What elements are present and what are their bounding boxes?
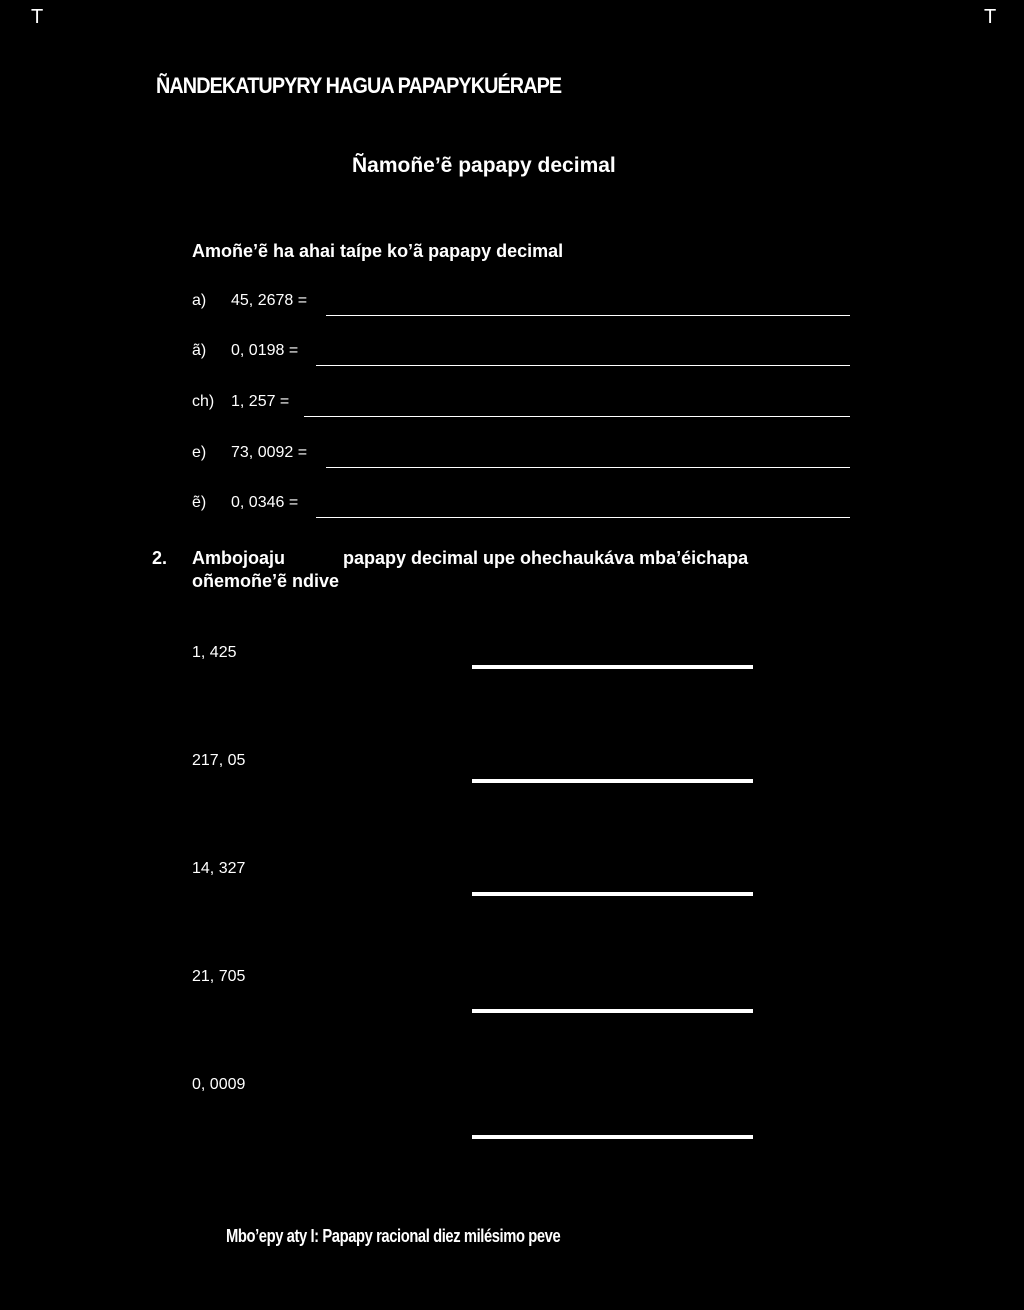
- exercise-number: 73, 0092 =: [231, 444, 308, 461]
- exercise-number: 1, 257 =: [231, 393, 290, 410]
- exercise-number: 45, 2678 =: [231, 292, 308, 309]
- decimal-value: 14, 327: [192, 860, 246, 877]
- answer-line[interactable]: [316, 365, 850, 366]
- match-line[interactable]: [472, 665, 753, 669]
- corner-mark-right: T: [984, 6, 997, 28]
- exercise-row: [192, 444, 852, 468]
- exercise-letter: e): [192, 444, 207, 461]
- exercise-row: [192, 494, 852, 518]
- decimal-value: 217, 05: [192, 752, 246, 769]
- page-footer: Mbo’epy aty I: Papapy racional diez milésimo peve: [226, 1226, 561, 1246]
- exercise-letter: a): [192, 292, 207, 309]
- page-title: Ñamoñe’ẽ papapy decimal: [352, 154, 616, 177]
- answer-line[interactable]: [326, 467, 850, 468]
- answer-line[interactable]: [304, 416, 850, 417]
- exercise-row: [192, 342, 852, 366]
- exercise-number: 0, 0346 =: [231, 494, 299, 511]
- question-2-text: [192, 547, 832, 593]
- exercise-row: [192, 393, 852, 417]
- exercise-letter: ẽ): [192, 494, 207, 511]
- answer-line[interactable]: [326, 315, 850, 316]
- match-line[interactable]: [472, 779, 753, 783]
- corner-mark-left: T: [31, 6, 44, 28]
- match-line[interactable]: [472, 892, 753, 896]
- answer-line[interactable]: [316, 517, 850, 518]
- exercise-row: [192, 292, 852, 316]
- exercise-letter: ch): [192, 393, 215, 410]
- question-2-number: 2.: [152, 548, 168, 568]
- decimal-value: 1, 425: [192, 644, 237, 661]
- question-2: [152, 547, 832, 593]
- exercise-number: 0, 0198 =: [231, 342, 299, 359]
- decimal-value: 21, 705: [192, 968, 246, 985]
- match-line[interactable]: [472, 1009, 753, 1013]
- question-2-text-part1: Ambojoaju: [192, 548, 285, 568]
- exercise-letter: ã): [192, 342, 207, 359]
- match-line[interactable]: [472, 1135, 753, 1139]
- question-2-text-part2: papapy decimal upe ohechaukáva mba’éichapa oñemoñe’ẽ ndive: [192, 548, 749, 591]
- exercise-1-instruction: Amoñe’ẽ ha ahai taípe ko’ã papapy decimal: [192, 241, 564, 261]
- decimal-value: 0, 0009: [192, 1076, 246, 1093]
- page-header: ÑANDEKATUPYRY HAGUA PAPAPYKUÉRAPE: [156, 73, 562, 98]
